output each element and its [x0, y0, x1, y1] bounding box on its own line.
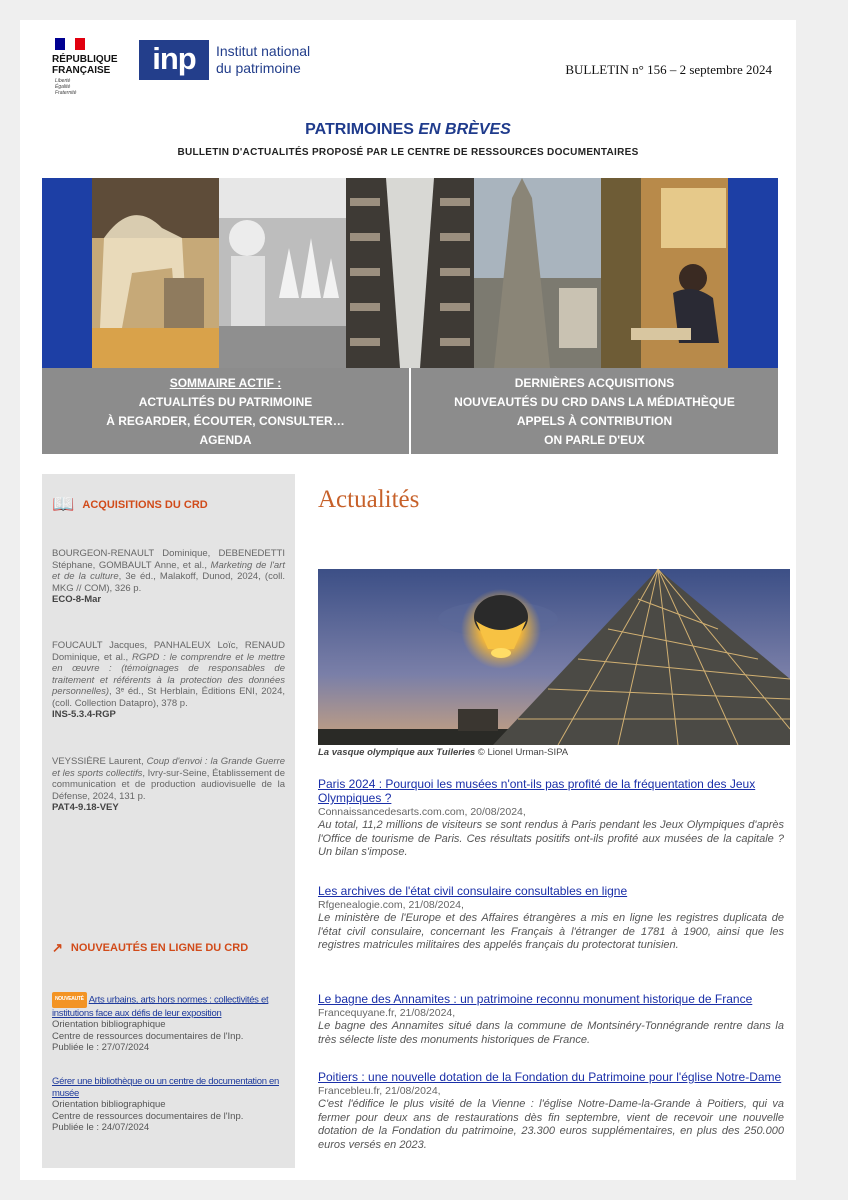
article-source: Connaissancedesarts.com.com, 20/08/2024, [318, 806, 526, 818]
acquisition-title: Coup d'envoi : la Grande Guerre et les sports collectifs [52, 756, 285, 779]
acquisitions-title: ACQUISITIONS DU CRD [82, 498, 208, 511]
bulletin-number: BULLETIN n° 156 – 2 septembre 2024 [565, 62, 772, 77]
photo-caption [318, 747, 568, 758]
summary-menu [42, 368, 778, 454]
online-item-org: Centre de ressources documentaires de l'Inp. [52, 1110, 244, 1122]
online-item-type: Orientation bibliographique [52, 1019, 166, 1030]
bulletin-page [20, 20, 796, 1180]
summary-menu-right [409, 368, 778, 454]
republique-francaise-logo [52, 54, 118, 76]
acquisition-item [52, 640, 285, 721]
section-title: Actualités [318, 486, 420, 513]
gothic-spire-photo [474, 178, 601, 368]
sidebar [42, 474, 295, 1168]
acquisition-code: PAT4-9.18-VEY [52, 802, 119, 813]
acquisition-title: Marketing de l'art et de la culture [52, 559, 285, 582]
motto-egalite: Égalité [55, 84, 71, 90]
new-badge: NOUVEAUTÉ [52, 992, 87, 1008]
banner-photos [42, 178, 778, 368]
menu-item-regarder[interactable]: À REGARDER, ÉCOUTER, CONSULTER… [106, 414, 345, 428]
title-emphasis: EN BRÈVES [418, 121, 511, 138]
archive-shelves-photo [346, 178, 474, 368]
online-heading [52, 940, 248, 956]
menu-item-acquisitions[interactable]: DERNIÈRES ACQUISITIONS [514, 376, 675, 390]
acquisition-authors: BOURGEON-RENAULT Dominique, DEBENEDETTI Stéphane, GOMBAULT Anne, et al., [52, 548, 285, 571]
article-source: Francequyane.fr, 21/08/2024, [318, 1007, 456, 1019]
online-item-title: Arts urbains, arts hors normes : collectivités et institutions face aux défis de leur exposition [52, 994, 269, 1019]
online-item [52, 1076, 287, 1134]
restorer-at-work-photo [601, 178, 728, 368]
acquisition-authors: VEYSSIÈRE Laurent, [52, 756, 147, 767]
french-flag-icon [55, 38, 85, 50]
online-item-link[interactable] [52, 992, 287, 1019]
acquisition-details: , 3e éd., Malakoff, Dunod, 2024, (coll. MKG // COM), 326 p. [52, 571, 285, 594]
inp-name-line1: Institut national [216, 43, 311, 59]
caption-credit: © Lionel Urman-SIPA [475, 747, 569, 758]
online-item [52, 992, 287, 1054]
news-article [318, 884, 784, 953]
article-source: Rfgenealogie.com, 21/08/2024, [318, 899, 464, 911]
acquisition-item [52, 756, 285, 814]
summary-menu-left [42, 368, 409, 454]
news-article [318, 1070, 784, 1152]
page-title [20, 121, 796, 139]
inp-logo: inp [139, 40, 209, 80]
article-summary: Au total, 11,2 millions de visiteurs se sont rendus à Paris pendant les Jeux Olympiques d'après l'Office de tourisme de Paris. Ces résultats positifs ont-ils profité aux musées de la capitale ? Un bilan s'impose. [318, 819, 784, 858]
acquisitions-heading [52, 494, 208, 515]
skeleton-museum-photo [92, 178, 219, 368]
online-item-date: Publiée le : 24/07/2024 [52, 1122, 150, 1133]
acquisition-details: , Ivry-sur-Seine, Établissement de communication et de production audiovisuelle de la Défense, 2024, 131 p. [52, 767, 285, 802]
article-title-link[interactable]: Le bagne des Annamites : un patrimoine reconnu monument historique de France [318, 992, 753, 1006]
motto-liberte: Liberté [55, 78, 71, 84]
article-title-link[interactable]: Les archives de l'état civil consulaire consultables en ligne [318, 884, 628, 898]
olympic-cauldron-photo [318, 569, 790, 745]
online-item-link[interactable]: Gérer une bibliothèque ou un centre de documentation en musée [52, 1076, 279, 1099]
menu-summary-label: SOMMAIRE ACTIF : [169, 376, 282, 390]
plaster-casts-photo [219, 178, 346, 368]
arrow-icon: ↗ [52, 940, 63, 955]
acquisition-details: , 3ᵉ éd., St Herblain, Éditions ENI, 2024, (coll. Collection Datapro), 378 p. [52, 686, 285, 709]
online-item-org: Centre de ressources documentaires de l'Inp. [52, 1030, 244, 1042]
online-item-date: Publiée le : 27/07/2024 [52, 1042, 150, 1053]
news-article [318, 992, 784, 1047]
article-title-link[interactable]: Poitiers : une nouvelle dotation de la Fondation du Patrimoine pour l'église Notre-Dame [318, 1070, 782, 1084]
acquisition-item [52, 548, 285, 606]
inp-name-line2: du patrimoine [216, 60, 301, 76]
article-summary: Le bagne des Annamites situé dans la commune de Montsinéry-Tonnégrande rentre dans la très sélecte liste des monuments historiques de France. [318, 1020, 784, 1046]
book-icon: 📖 [52, 494, 75, 514]
article-title-link[interactable]: Paris 2024 : Pourquoi les musées n'ont-ils pas profité de la fréquentation des Jeux Olympiques ? [318, 777, 756, 805]
acquisition-code: ECO-8-Mar [52, 594, 102, 605]
menu-item-actualites[interactable]: ACTUALITÉS DU PATRIMOINE [138, 395, 313, 409]
republique-line2: FRANÇAISE [52, 65, 111, 76]
article-summary: C'est l'édifice le plus visité de la Vienne : l'église Notre-Dame-la-Grande à Poitiers, qui va fermer pour deux ans de restaurations dès fin septembre, vient de recevoir une nouvelle dotation de la Fondation du patrimoine, 23.300 euros supplémentaires, en plus des 250.000 euros versés en 2023. [318, 1098, 784, 1151]
article-summary: Le ministère de l'Europe et des Affaires étrangères a mis en ligne les registres duplicata de l'état civil consulaire, concernant les Français à l'étranger de 1781 à 1900, ainsi que les registres matricules militaires des appelés français du protectorat tunisien. [318, 912, 784, 951]
republique-motto [55, 78, 76, 96]
page-subtitle: BULLETIN D'ACTUALITÉS PROPOSÉ PAR LE CENTRE DE RESSOURCES DOCUMENTAIRES [177, 147, 639, 158]
menu-item-agenda[interactable]: AGENDA [199, 433, 252, 447]
menu-item-on-parle[interactable]: ON PARLE D'EUX [544, 433, 645, 447]
news-article [318, 777, 784, 860]
inp-name [216, 43, 310, 77]
republique-line1: RÉPUBLIQUE [52, 54, 118, 65]
menu-item-appels[interactable]: APPELS À CONTRIBUTION [516, 414, 673, 428]
acquisition-code: INS-5.3.4-RGP [52, 709, 116, 720]
title-main: PATRIMOINES [305, 121, 419, 138]
motto-fraternite: Fraternité [55, 90, 77, 96]
article-source: Francebleu.fr, 21/08/2024, [318, 1085, 441, 1097]
acquisition-authors: FOUCAULT Jacques, PANHALEUX Loïc, RENAUD Dominique, et al., [52, 640, 285, 663]
menu-item-nouveautes[interactable]: NOUVEAUTÉS DU CRD DANS LA MÉDIATHÈQUE [454, 395, 735, 409]
caption-title: La vasque olympique aux Tuileries [318, 747, 476, 758]
online-title: NOUVEAUTÉS EN LIGNE DU CRD [70, 942, 249, 954]
online-item-type: Orientation bibliographique [52, 1099, 166, 1110]
acquisition-title: RGPD : le comprendre et le mettre en œuvre : (témoignages de responsables de traitement et référents à la protection des données personnelles) [52, 651, 285, 697]
